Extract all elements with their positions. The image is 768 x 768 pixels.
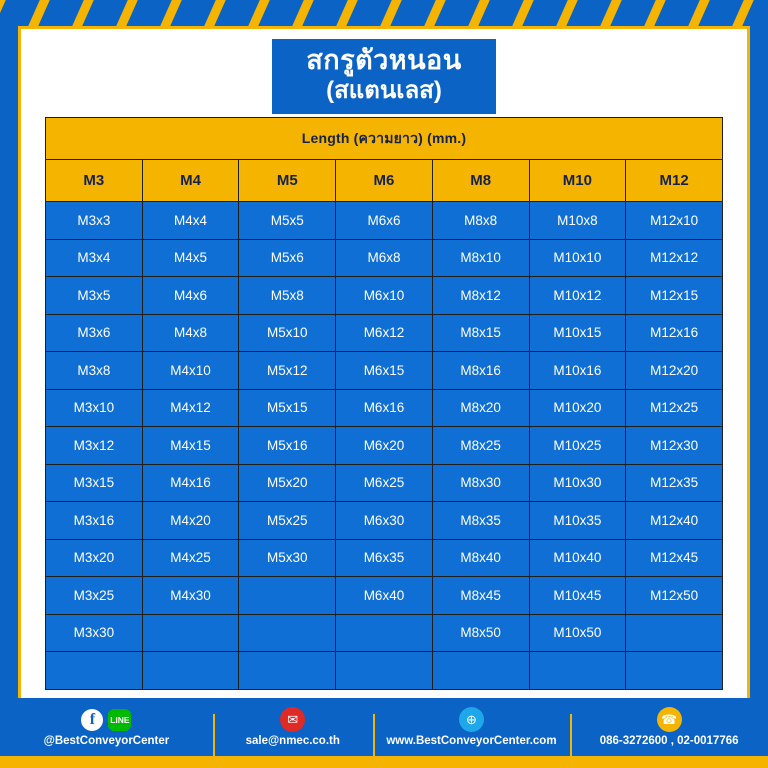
table-cell: M4x20 <box>142 502 239 540</box>
table-cell: M12x15 <box>626 277 723 315</box>
table-cell: M5x30 <box>239 539 336 577</box>
table-col-header: M4 <box>142 160 239 202</box>
table-cell: M10x25 <box>529 427 626 465</box>
table-cell: M3x4 <box>46 239 143 277</box>
chevron-shape <box>164 0 222 26</box>
table-cell: M5x12 <box>239 352 336 390</box>
table-cell: M6x8 <box>336 239 433 277</box>
table-cell: M4x4 <box>142 202 239 240</box>
poster-card <box>18 26 750 738</box>
table-cell <box>626 652 723 690</box>
table-cell: M3x3 <box>46 202 143 240</box>
table-cell: M10x8 <box>529 202 626 240</box>
line-icon[interactable]: LINE <box>108 709 131 731</box>
table-cell: M3x15 <box>46 464 143 502</box>
table-cell: M6x15 <box>336 352 433 390</box>
table-cell <box>529 652 626 690</box>
table-cell: M8x16 <box>432 352 529 390</box>
table-row <box>46 202 723 240</box>
table-cell: M3x5 <box>46 277 143 315</box>
table-cell: M5x25 <box>239 502 336 540</box>
table-cell: M10x40 <box>529 539 626 577</box>
bottom-decor-band <box>0 756 768 768</box>
table-row <box>46 314 723 352</box>
table-cell: M3x8 <box>46 352 143 390</box>
table-cell: M3x20 <box>46 539 143 577</box>
footer-email[interactable] <box>213 708 373 747</box>
table-row <box>46 464 723 502</box>
footer-globe-icon-wrap <box>459 708 484 732</box>
table-cell: M4x6 <box>142 277 239 315</box>
table-cell: M5x15 <box>239 389 336 427</box>
table-cell: M3x6 <box>46 314 143 352</box>
table-cell <box>46 652 143 690</box>
table-cell: M8x20 <box>432 389 529 427</box>
table-cell <box>142 614 239 652</box>
title-line-2: (สแตนเลส) <box>326 76 442 104</box>
table-cell: M4x30 <box>142 577 239 615</box>
table-col-header: M5 <box>239 160 336 202</box>
table-cell: M8x12 <box>432 277 529 315</box>
table-cell <box>432 652 529 690</box>
page-title <box>272 39 495 114</box>
footer-facebook-label: @BestConveyorCenter <box>43 734 170 747</box>
table-cell: M12x10 <box>626 202 723 240</box>
chevron-shape <box>472 0 530 26</box>
table-cell: M6x25 <box>336 464 433 502</box>
table-cell: M12x16 <box>626 314 723 352</box>
table-cell: M10x10 <box>529 239 626 277</box>
table-body <box>46 202 723 690</box>
table-row <box>46 577 723 615</box>
table-cell <box>239 652 336 690</box>
chevron-shape <box>648 0 706 26</box>
table-cell: M4x16 <box>142 464 239 502</box>
footer-email-icon-wrap <box>280 708 305 732</box>
table-cell: M6x16 <box>336 389 433 427</box>
table-cell: M10x45 <box>529 577 626 615</box>
table-cell: M5x6 <box>239 239 336 277</box>
chevron-shape <box>252 0 310 26</box>
table-cell: M10x12 <box>529 277 626 315</box>
footer-bar <box>0 698 768 756</box>
footer-website-label: www.BestConveyorCenter.com <box>386 734 557 747</box>
table-cell: M3x10 <box>46 389 143 427</box>
table-cell: M5x10 <box>239 314 336 352</box>
table-row <box>46 539 723 577</box>
table-cell: M4x8 <box>142 314 239 352</box>
table-col-header: M10 <box>529 160 626 202</box>
spec-table <box>45 117 723 690</box>
table-cell <box>142 652 239 690</box>
title-line-1: สกรูตัวหนอน <box>306 45 462 75</box>
top-decor-band <box>0 0 768 26</box>
table-cell: M8x40 <box>432 539 529 577</box>
chevron-shape <box>32 0 90 26</box>
table-cell: M8x35 <box>432 502 529 540</box>
table-cell: M8x8 <box>432 202 529 240</box>
table-cell: M4x5 <box>142 239 239 277</box>
table-cell <box>626 614 723 652</box>
table-row <box>46 277 723 315</box>
chevron-shape <box>384 0 442 26</box>
table-cell <box>239 614 336 652</box>
footer-phone-icon-wrap <box>657 708 682 732</box>
table-cell: M3x25 <box>46 577 143 615</box>
phone-icon[interactable]: ☎ <box>657 707 682 732</box>
table-cell: M6x12 <box>336 314 433 352</box>
chevron-shape <box>516 0 574 26</box>
table-cell: M12x35 <box>626 464 723 502</box>
table-cell: M6x40 <box>336 577 433 615</box>
table-cell: M10x35 <box>529 502 626 540</box>
table-col-header: M3 <box>46 160 143 202</box>
table-cell: M10x50 <box>529 614 626 652</box>
footer-facebook[interactable] <box>0 708 213 747</box>
facebook-icon[interactable]: f <box>81 709 103 731</box>
table-cell: M3x30 <box>46 614 143 652</box>
table-cell: M10x20 <box>529 389 626 427</box>
chevron-shape <box>560 0 618 26</box>
table-cell: M4x10 <box>142 352 239 390</box>
table-cell: M12x40 <box>626 502 723 540</box>
table-cell: M6x35 <box>336 539 433 577</box>
table-cell: M5x20 <box>239 464 336 502</box>
table-cell: M8x45 <box>432 577 529 615</box>
footer-phone[interactable] <box>570 708 768 747</box>
table-cell: M5x8 <box>239 277 336 315</box>
table-cell <box>336 614 433 652</box>
table-cell: M6x6 <box>336 202 433 240</box>
table-cell: M5x16 <box>239 427 336 465</box>
globe-icon[interactable]: ⊕ <box>459 707 484 732</box>
table-row <box>46 427 723 465</box>
table-cell: M8x30 <box>432 464 529 502</box>
table-cell: M12x50 <box>626 577 723 615</box>
table-cell: M6x30 <box>336 502 433 540</box>
table-col-header: M6 <box>336 160 433 202</box>
footer-phone-label: 086-3272600 , 02-0017766 <box>599 734 739 747</box>
table-caption: Length (ความยาว) (mm.) <box>46 118 723 160</box>
chevron-shape <box>208 0 266 26</box>
table-cell: M8x10 <box>432 239 529 277</box>
table-cell: M10x16 <box>529 352 626 390</box>
chevron-shape <box>604 0 662 26</box>
title-area <box>21 39 747 114</box>
mail-icon[interactable]: ✉ <box>280 707 305 732</box>
table-cell: M3x12 <box>46 427 143 465</box>
table-cell: M3x16 <box>46 502 143 540</box>
footer-email-label: sale@nmec.co.th <box>245 734 340 747</box>
chevron-shape <box>120 0 178 26</box>
table-cell <box>239 577 336 615</box>
chevron-shape <box>340 0 398 26</box>
table-row <box>46 239 723 277</box>
footer-website[interactable] <box>373 708 571 747</box>
table-cell: M5x5 <box>239 202 336 240</box>
table-cell: M12x30 <box>626 427 723 465</box>
table-cell: M12x45 <box>626 539 723 577</box>
table-cell: M6x20 <box>336 427 433 465</box>
table-col-header: M12 <box>626 160 723 202</box>
chevron-shape <box>76 0 134 26</box>
table-row <box>46 502 723 540</box>
table-row <box>46 389 723 427</box>
table-cell: M8x50 <box>432 614 529 652</box>
chevron-shape <box>296 0 354 26</box>
table-cell: M10x15 <box>529 314 626 352</box>
table-cell: M8x15 <box>432 314 529 352</box>
table-caption-row <box>46 118 723 160</box>
chevron-shape <box>428 0 486 26</box>
table-cell: M12x12 <box>626 239 723 277</box>
table-col-header: M8 <box>432 160 529 202</box>
table-cell <box>336 652 433 690</box>
footer-social-icons <box>81 708 131 732</box>
table-cell: M8x25 <box>432 427 529 465</box>
chevron-shape <box>692 0 750 26</box>
table-cell: M4x15 <box>142 427 239 465</box>
table-cell: M10x30 <box>529 464 626 502</box>
table-cell: M6x10 <box>336 277 433 315</box>
table-row <box>46 352 723 390</box>
table-header-row <box>46 160 723 202</box>
table-cell: M12x25 <box>626 389 723 427</box>
table-cell: M4x12 <box>142 389 239 427</box>
table-row <box>46 614 723 652</box>
table-cell: M12x20 <box>626 352 723 390</box>
table-cell: M4x25 <box>142 539 239 577</box>
spec-table-wrapper <box>45 117 723 690</box>
table-row <box>46 652 723 690</box>
